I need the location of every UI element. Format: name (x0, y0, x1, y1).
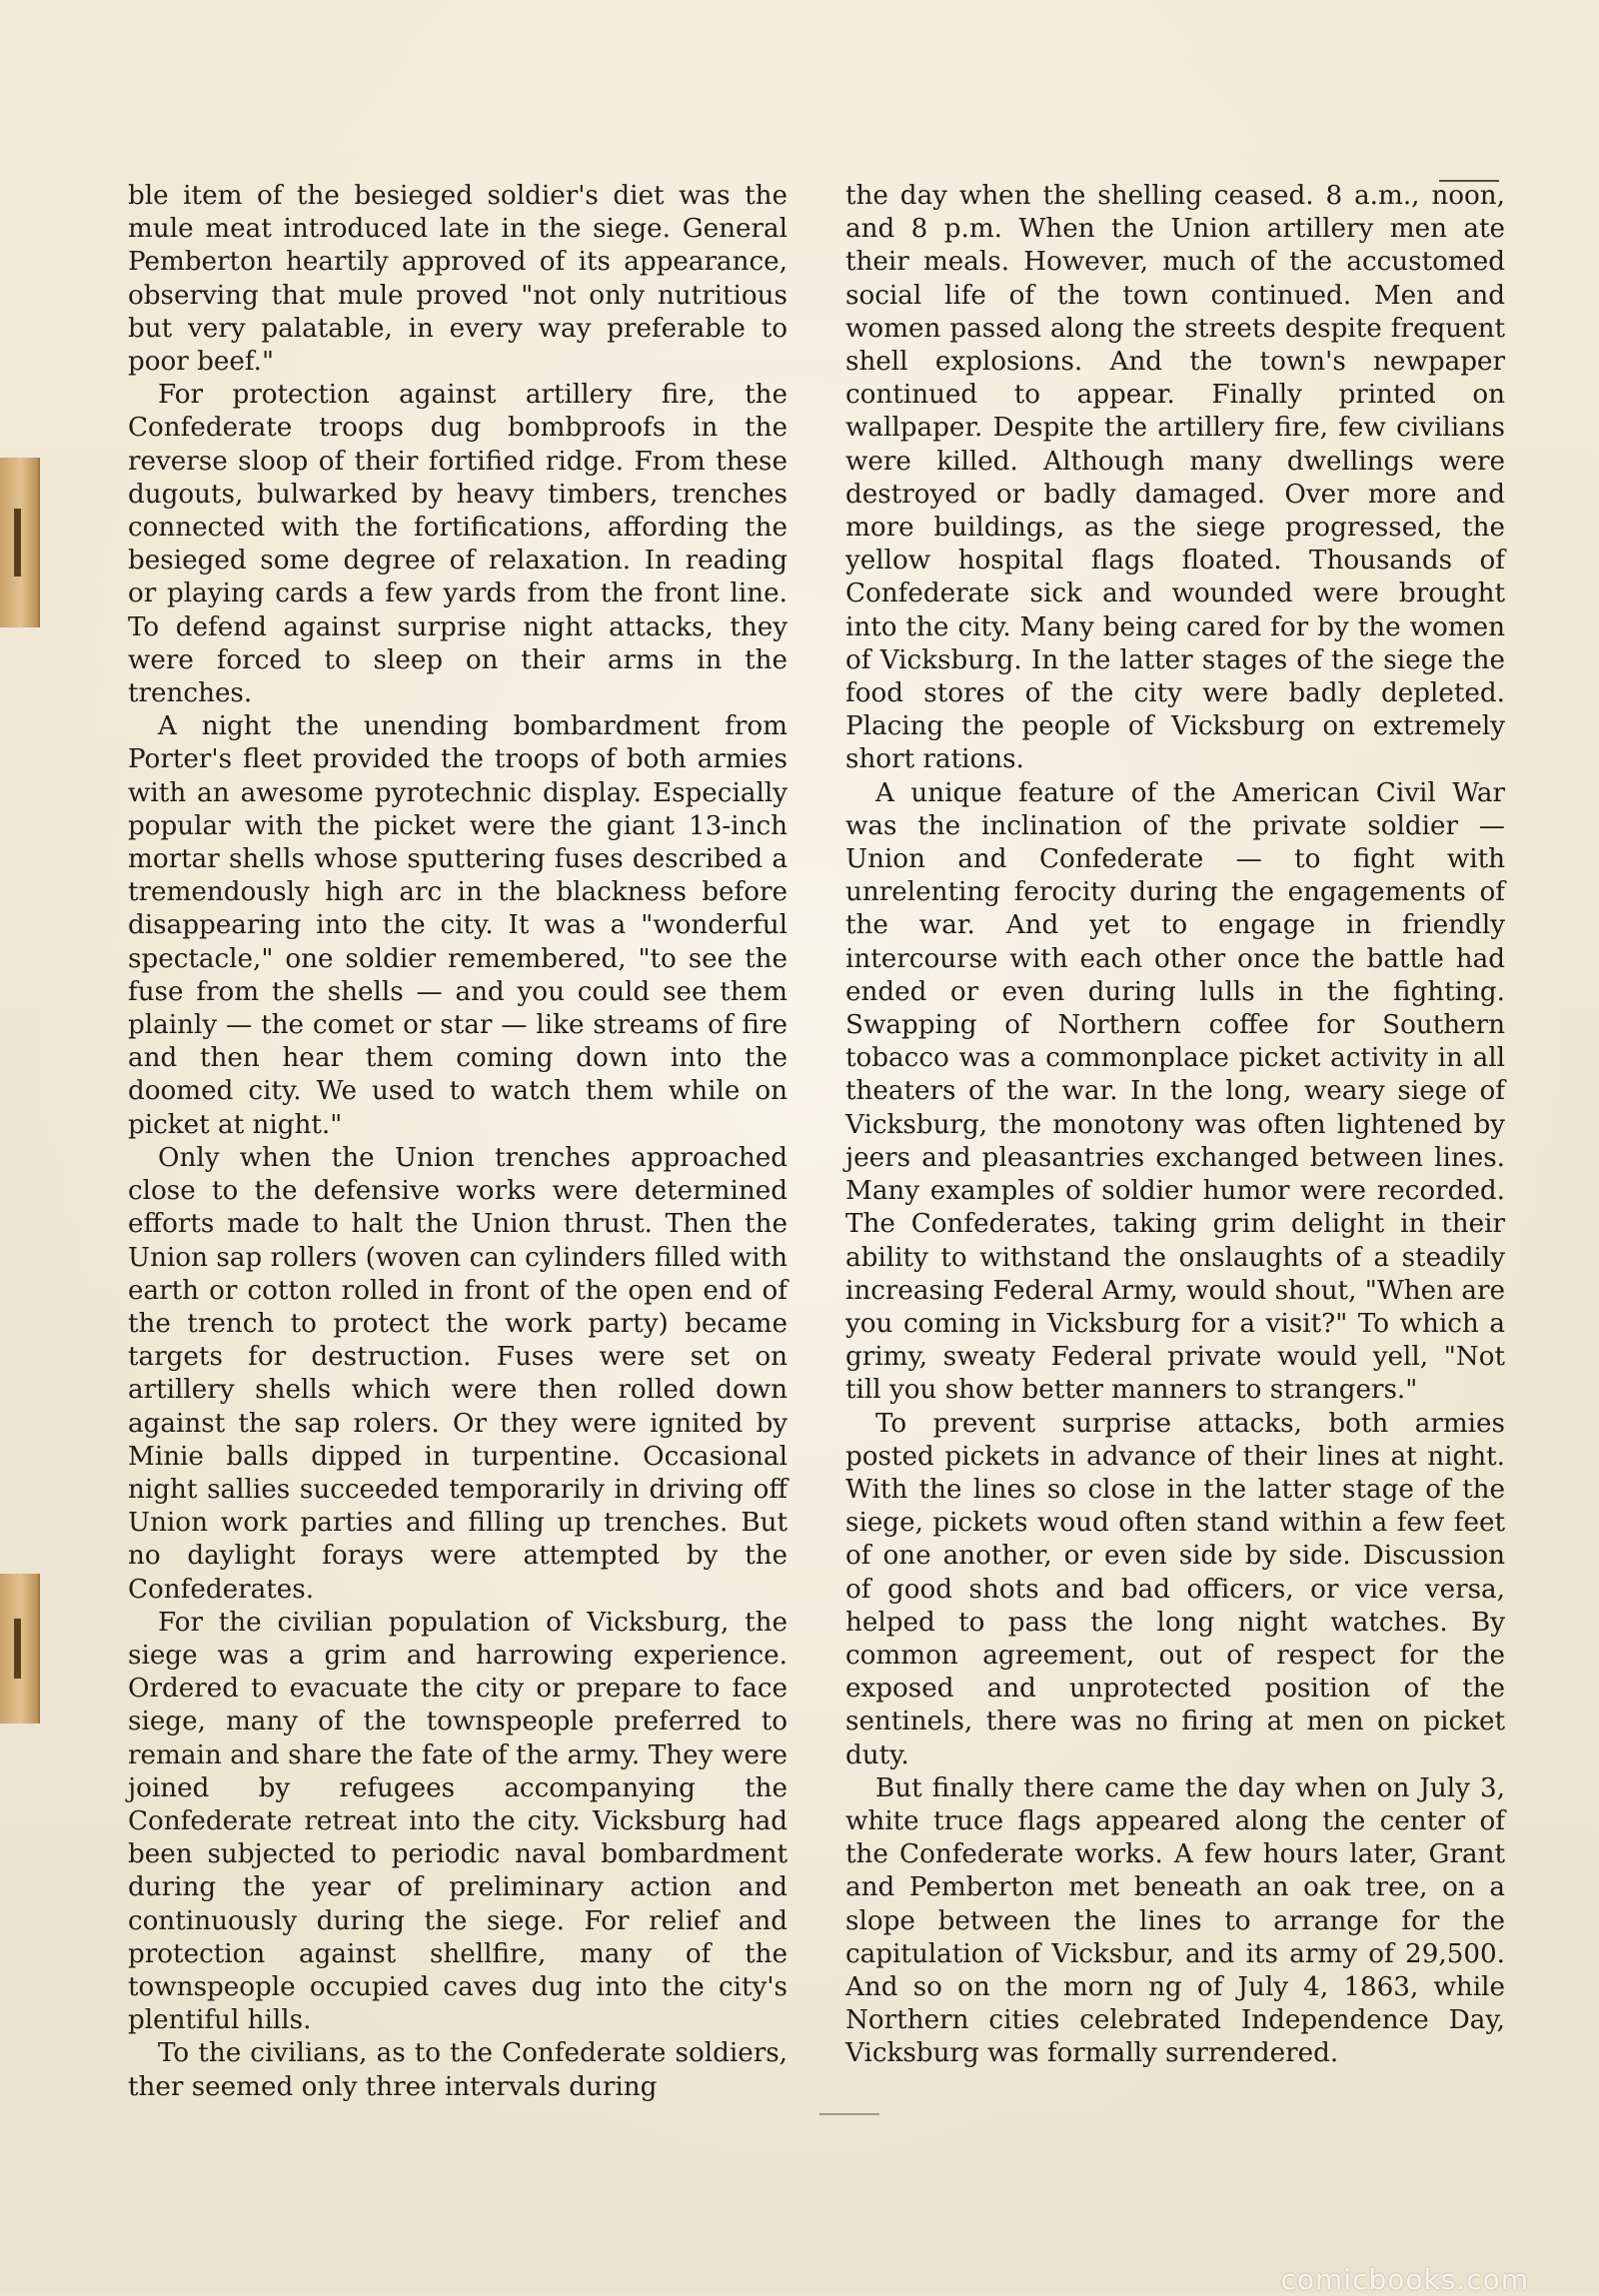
paragraph: To the civilians, as to the Confederate soldiers, ther seemed only three intervals during (128, 2038, 788, 2102)
right-column (845, 180, 1505, 2071)
paragraph: the day when the shelling ceased. 8 a.m., noon, and 8 p.m. When the Union artillery men ate their meals. However, much of the accustomed social life of the town continued. Men and women passed along the streets despite frequent shell explosions. And the town's newpaper continued to appear. Finally printed on wallpaper. Despite the artillery fire, few civilians were killed. Although many dwellings were destroyed or badly damaged. Over more and more buildings, as the siege progressed, the yellow hospital flags floated. Thousands of Confederate sick and wounded were brought into the city. Many being cared for by the women of Vicksburg. In the latter stages of the siege the food stores of the city were badly depleted. Placing the people of Vicksburg on extremely short rations. (845, 181, 1505, 775)
tape-strip (0, 458, 40, 627)
tape-strip (0, 1574, 40, 1723)
paragraph: But finally there came the day when on July 3, white truce flags appeared along the center of the Confederate works. A few hours later, Grant and Pemberton met beneath an oak tree, on a slope between the lines to arrange for the capitulation of Vicksbur, and its army of 29,500. And so on the morn ng of July 4, 1863, while Northern cities celebrated Independence Day, Vicksburg was formally surrendered. (845, 1772, 1505, 2069)
paragraph: Only when the Union trenches approached close to the defensive works were determined efforts made to halt the Union thrust. Then the Union sap rollers (woven can cylinders filled with earth or cotton rolled in front of the open end of the trench to protect the work party) became targets for destruction. Fuses were set on artillery shells which were then rolled down against the sap rolers. Or they were ignited by Minie balls dipped in turpentine. Occasional night sallies succeeded temporarily in driving off Union work parties and filling up trenches. But no daylight forays were attempted by the Confederates. (128, 1142, 788, 1605)
paragraph: To prevent surprise attacks, both armies posted pickets in advance of their lines at night. With the lines so close in the latter stage of the siege, pickets woud often stand within a few feet of one another, or even side by side. Discussion of good shots and bad officers, or vice versa, helped to pass the long night watches. By common agreement, out of respect for the exposed and unprotected position of the sentinels, there was no firing at men on picket duty. (845, 1408, 1505, 1770)
left-column (128, 180, 788, 2104)
paragraph: A unique feature of the American Civil War was the inclination of the private soldier — Union and Confederate — to fight with unrelenting ferocity during the engagements of the war. And yet to engage in friendly intercourse with each other once the battle had ended or even during lulls in the fighting. Swapping of Northern coffee for Southern tobacco was a commonplace picket activity in all theaters of the war. In the long, weary siege of Vicksburg, the monotony was often lightened by jeers and pleasantries exchanged between lines. Many examples of soldier humor were recorded. The Confederates, taking grim delight in their ability to withstand the onslaughts of a steadily increasing Federal Army, would shout, "When are you coming in Vicksburg for a visit?" To which a grimy, sweaty Federal private would yell, "Not till you show better manners to strangers." (845, 777, 1505, 1406)
watermark: comicbooks.com (1280, 2263, 1529, 2296)
paragraph: A night the unending bombardment from Porter's fleet provided the troops of both armies with an awesome pyrotechnic display. Especially popular with the picket were the giant 13-inch mortar shells whose sputtering fuses described a tremendously high arc in the blackness before disappearing into the city. It was a "wonderful spectacle," one soldier remembered, "to see the fuse from the shells — and you could see them plainly — the comet or star — like streams of fire and then hear them coming down into the doomed city. We used to watch them while on picket at night." (128, 711, 788, 1140)
end-rule (819, 2113, 879, 2115)
paragraph: For protection against artillery fire, the Confederate troops dug bombproofs in the reverse sloop of their fortified ridge. From these dugouts, bulwarked by heavy timbers, trenches connected with the fortifications, affording the besieged some degree of relaxation. In reading or playing cards a few yards from the front line. To defend against surprise night attacks, they were forced to sleep on their arms in the trenches. (128, 380, 788, 709)
paragraph: ble item of the besieged soldier's diet was the mule meat introduced late in the siege. General Pemberton heartily approved of its appearance, observing that mule proved "not only nutritious but very palatable, in every way preferable to poor beef." (128, 181, 788, 378)
paragraph: For the civilian population of Vicksburg, the siege was a grim and harrowing experience. Ordered to evacuate the city or prepare to face siege, many of the townspeople preferred to remain and share the fate of the army. They were joined by refugees accompanying the Confederate retreat into the city. Vicksburg had been subjected to periodic naval bombardment during the year of preliminary action and continuously during the siege. For relief and protection against shellfire, many of the townspeople occupied caves dug into the city's plentiful hills. (128, 1607, 788, 2036)
